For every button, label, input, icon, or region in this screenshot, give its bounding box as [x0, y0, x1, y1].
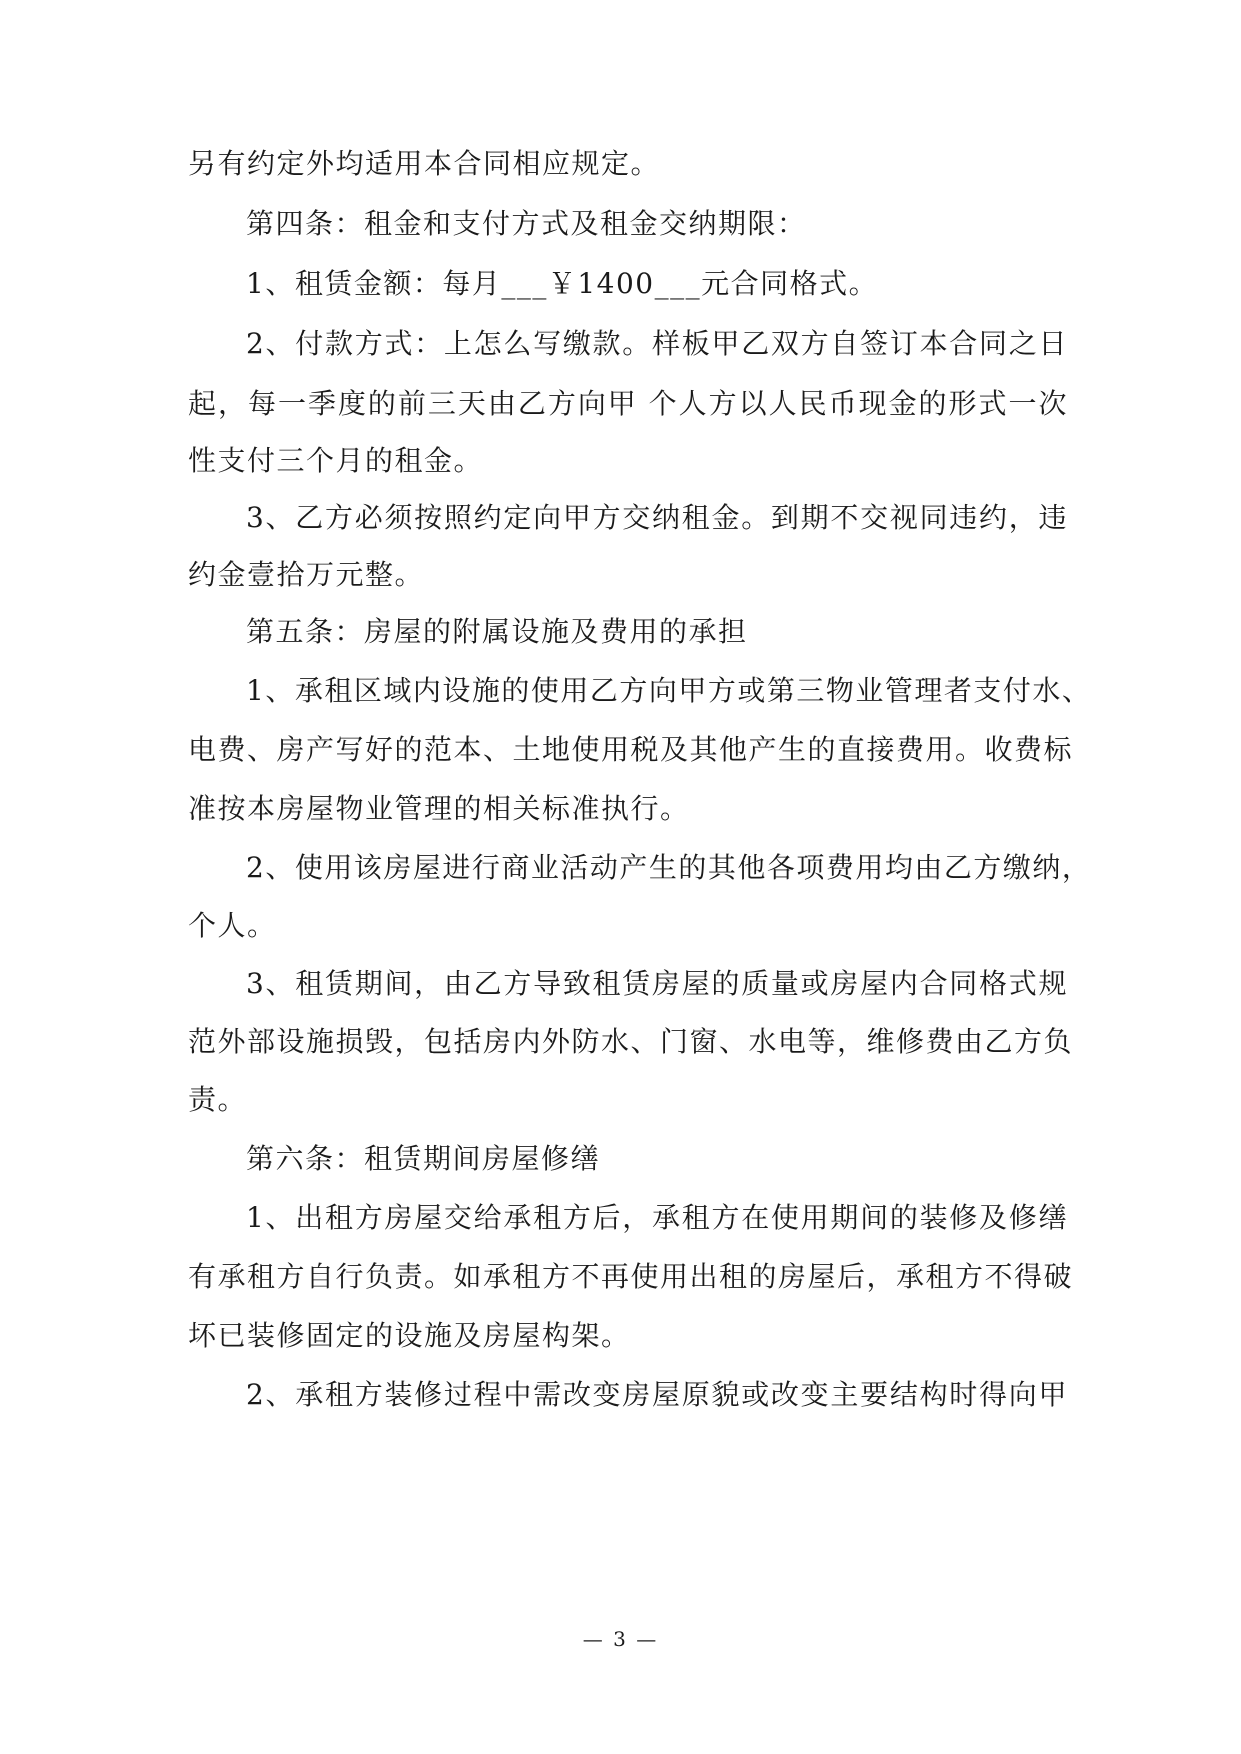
text-line: 1、承租区域内设施的使用乙方向甲方或第三物业管理者支付水、	[246, 674, 1092, 707]
text-line: 准按本房屋物业管理的相关标准执行。	[188, 792, 690, 825]
text-line: 1、出租方房屋交给承租方后，承租方在使用期间的装修及修缮	[246, 1201, 1068, 1234]
article-heading: 第六条：租赁期间房屋修缮	[246, 1142, 601, 1175]
page-number: — 3 —	[582, 1627, 659, 1651]
article-heading: 第五条：房屋的附属设施及费用的承担	[246, 615, 748, 648]
text-line: 3、租赁期间，由乙方导致租赁房屋的质量或房屋内合同格式规	[246, 967, 1068, 1000]
text-line: 约金壹拾万元整。	[188, 558, 425, 591]
text-line: 起，每一季度的前三天由乙方向甲 个人方以人民币现金的形式一次	[188, 387, 1068, 420]
text-line: 电费、房产写好的范本、土地使用税及其他产生的直接费用。收费标	[188, 733, 1074, 766]
text-line: 性支付三个月的租金。	[188, 444, 484, 477]
text-line: 另有约定外均适用本合同相应规定。	[188, 147, 661, 180]
text-line: 2、付款方式：上怎么写缴款。样板甲乙双方自签订本合同之日	[246, 327, 1068, 360]
text-line: 有承租方自行负责。如承租方不再使用出租的房屋后，承租方不得破	[188, 1260, 1074, 1293]
text-line: 责。	[188, 1083, 248, 1116]
text-line: 2、承租方装修过程中需改变房屋原貌或改变主要结构时得向甲	[246, 1378, 1068, 1411]
text-line: 范外部设施损毁，包括房内外防水、门窗、水电等，维修费由乙方负	[188, 1025, 1074, 1058]
article-heading: 第四条：租金和支付方式及租金交纳期限：	[246, 207, 807, 240]
text-line: 1、租赁金额：每月___￥1400___元合同格式。	[246, 267, 879, 300]
text-line: 2、使用该房屋进行商业活动产生的其他各项费用均由乙方缴纳，	[246, 851, 1092, 884]
text-line: 3、乙方必须按照约定向甲方交纳租金。到期不交视同违约，违	[246, 501, 1068, 534]
text-line: 个人。	[188, 909, 277, 942]
text-line: 坏已装修固定的设施及房屋构架。	[188, 1319, 631, 1352]
